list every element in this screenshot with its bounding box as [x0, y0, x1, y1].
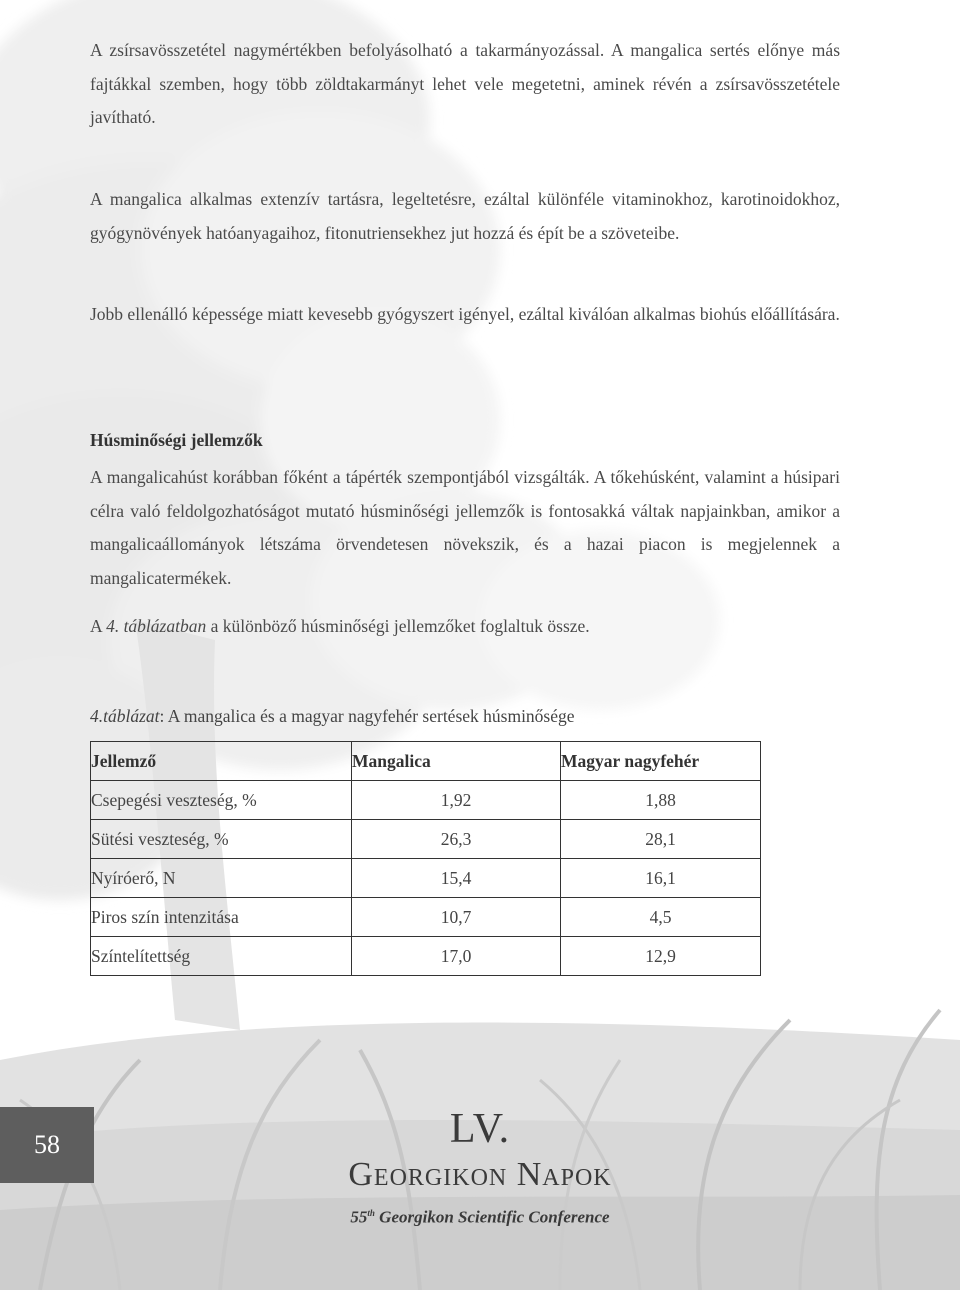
row-label: Színtelítettség	[91, 937, 352, 976]
logo-roman-numeral: LV.	[449, 1106, 511, 1152]
paragraph-fatty-acid: A zsírsavösszetétel nagymértékben befolyásolható a takarmányozással. A mangalica sertés előnye más fajtákkal szemben, hogy több zöldtakarmányt lehet vele megetetni, aminek révén a zsírsavösszetétele javítható.	[90, 40, 840, 127]
page-number-box	[0, 1107, 94, 1183]
table-caption-text: : A mangalica és a magyar nagyfehér sertések húsminősége	[159, 706, 575, 726]
table-reference-link: 4. táblázatban	[106, 616, 207, 636]
table-row	[91, 898, 761, 937]
row-label: Csepegési veszteség, %	[91, 781, 352, 820]
mangalica-value: 17,0	[352, 937, 561, 976]
logo-conference-name: Georgikon Napok	[348, 1156, 612, 1193]
row-label: Nyíróerő, N	[91, 859, 352, 898]
page-number: 58	[34, 1130, 60, 1159]
conference-logo	[300, 1106, 660, 1233]
table-caption	[90, 706, 575, 727]
table-caption-label: 4.táblázat	[90, 706, 160, 726]
mangalica-value: 10,7	[352, 898, 561, 937]
paragraph-meat-quality: A mangalicahúst korábban főként a tápérték szempontjából vizsgálták. A tőkehúsként, valamint a húsipari célra való feldolgozhatóságot mutató húsminőségi jellemzők is fontosakká váltak napjainkban, amikor a mangalicaállományok létszáma örvendetesen növekszik, és a hazai piacon is megjelennek a mangalicatermékek.	[90, 467, 840, 588]
table-row	[91, 859, 761, 898]
section-heading: Húsminőségi jellemzők	[90, 430, 263, 450]
table-reference-prefix: A	[90, 616, 107, 636]
row-label: Sütési veszteség, %	[91, 820, 352, 859]
large-white-value: 4,5	[561, 898, 761, 937]
paragraph-resistance: Jobb ellenálló képessége miatt kevesebb gyógyszert igényel, ezáltal kiválóan alkalmas biohús előállítására.	[90, 304, 840, 324]
mangalica-value: 15,4	[352, 859, 561, 898]
meat-quality-table	[90, 741, 761, 976]
header-mangalica: Mangalica	[352, 742, 561, 781]
large-white-value: 12,9	[561, 937, 761, 976]
header-large-white: Magyar nagyfehér	[561, 742, 761, 781]
logo-subtitle-text: Georgikon Scientific Conference	[374, 1207, 610, 1227]
paragraph-extensive-keeping: A mangalica alkalmas extenzív tartásra, legeltetésre, ezáltal különféle vitaminokhoz, karotinoidokhoz, gyógynövények hatóanyagaihoz, fitonutriensekhez jut hozzá és épít be a szöveteibe.	[90, 189, 840, 243]
large-white-value: 1,88	[561, 781, 761, 820]
row-label: Piros szín intenzitása	[91, 898, 352, 937]
large-white-value: 16,1	[561, 859, 761, 898]
header-characteristic: Jellemző	[91, 742, 352, 781]
paragraph-table-reference	[90, 610, 840, 644]
logo-subtitle-number: 55	[350, 1207, 368, 1227]
mangalica-value: 26,3	[352, 820, 561, 859]
table-row	[91, 781, 761, 820]
logo-subtitle	[300, 1198, 660, 1233]
logo-subtitle-suffix: th	[367, 1208, 375, 1218]
table-row	[91, 820, 761, 859]
table-header-row	[91, 742, 761, 781]
table-row	[91, 937, 761, 976]
table-reference-suffix: a különböző húsminőségi jellemzőket foglaltuk össze.	[206, 616, 590, 636]
mangalica-value: 1,92	[352, 781, 561, 820]
large-white-value: 28,1	[561, 820, 761, 859]
